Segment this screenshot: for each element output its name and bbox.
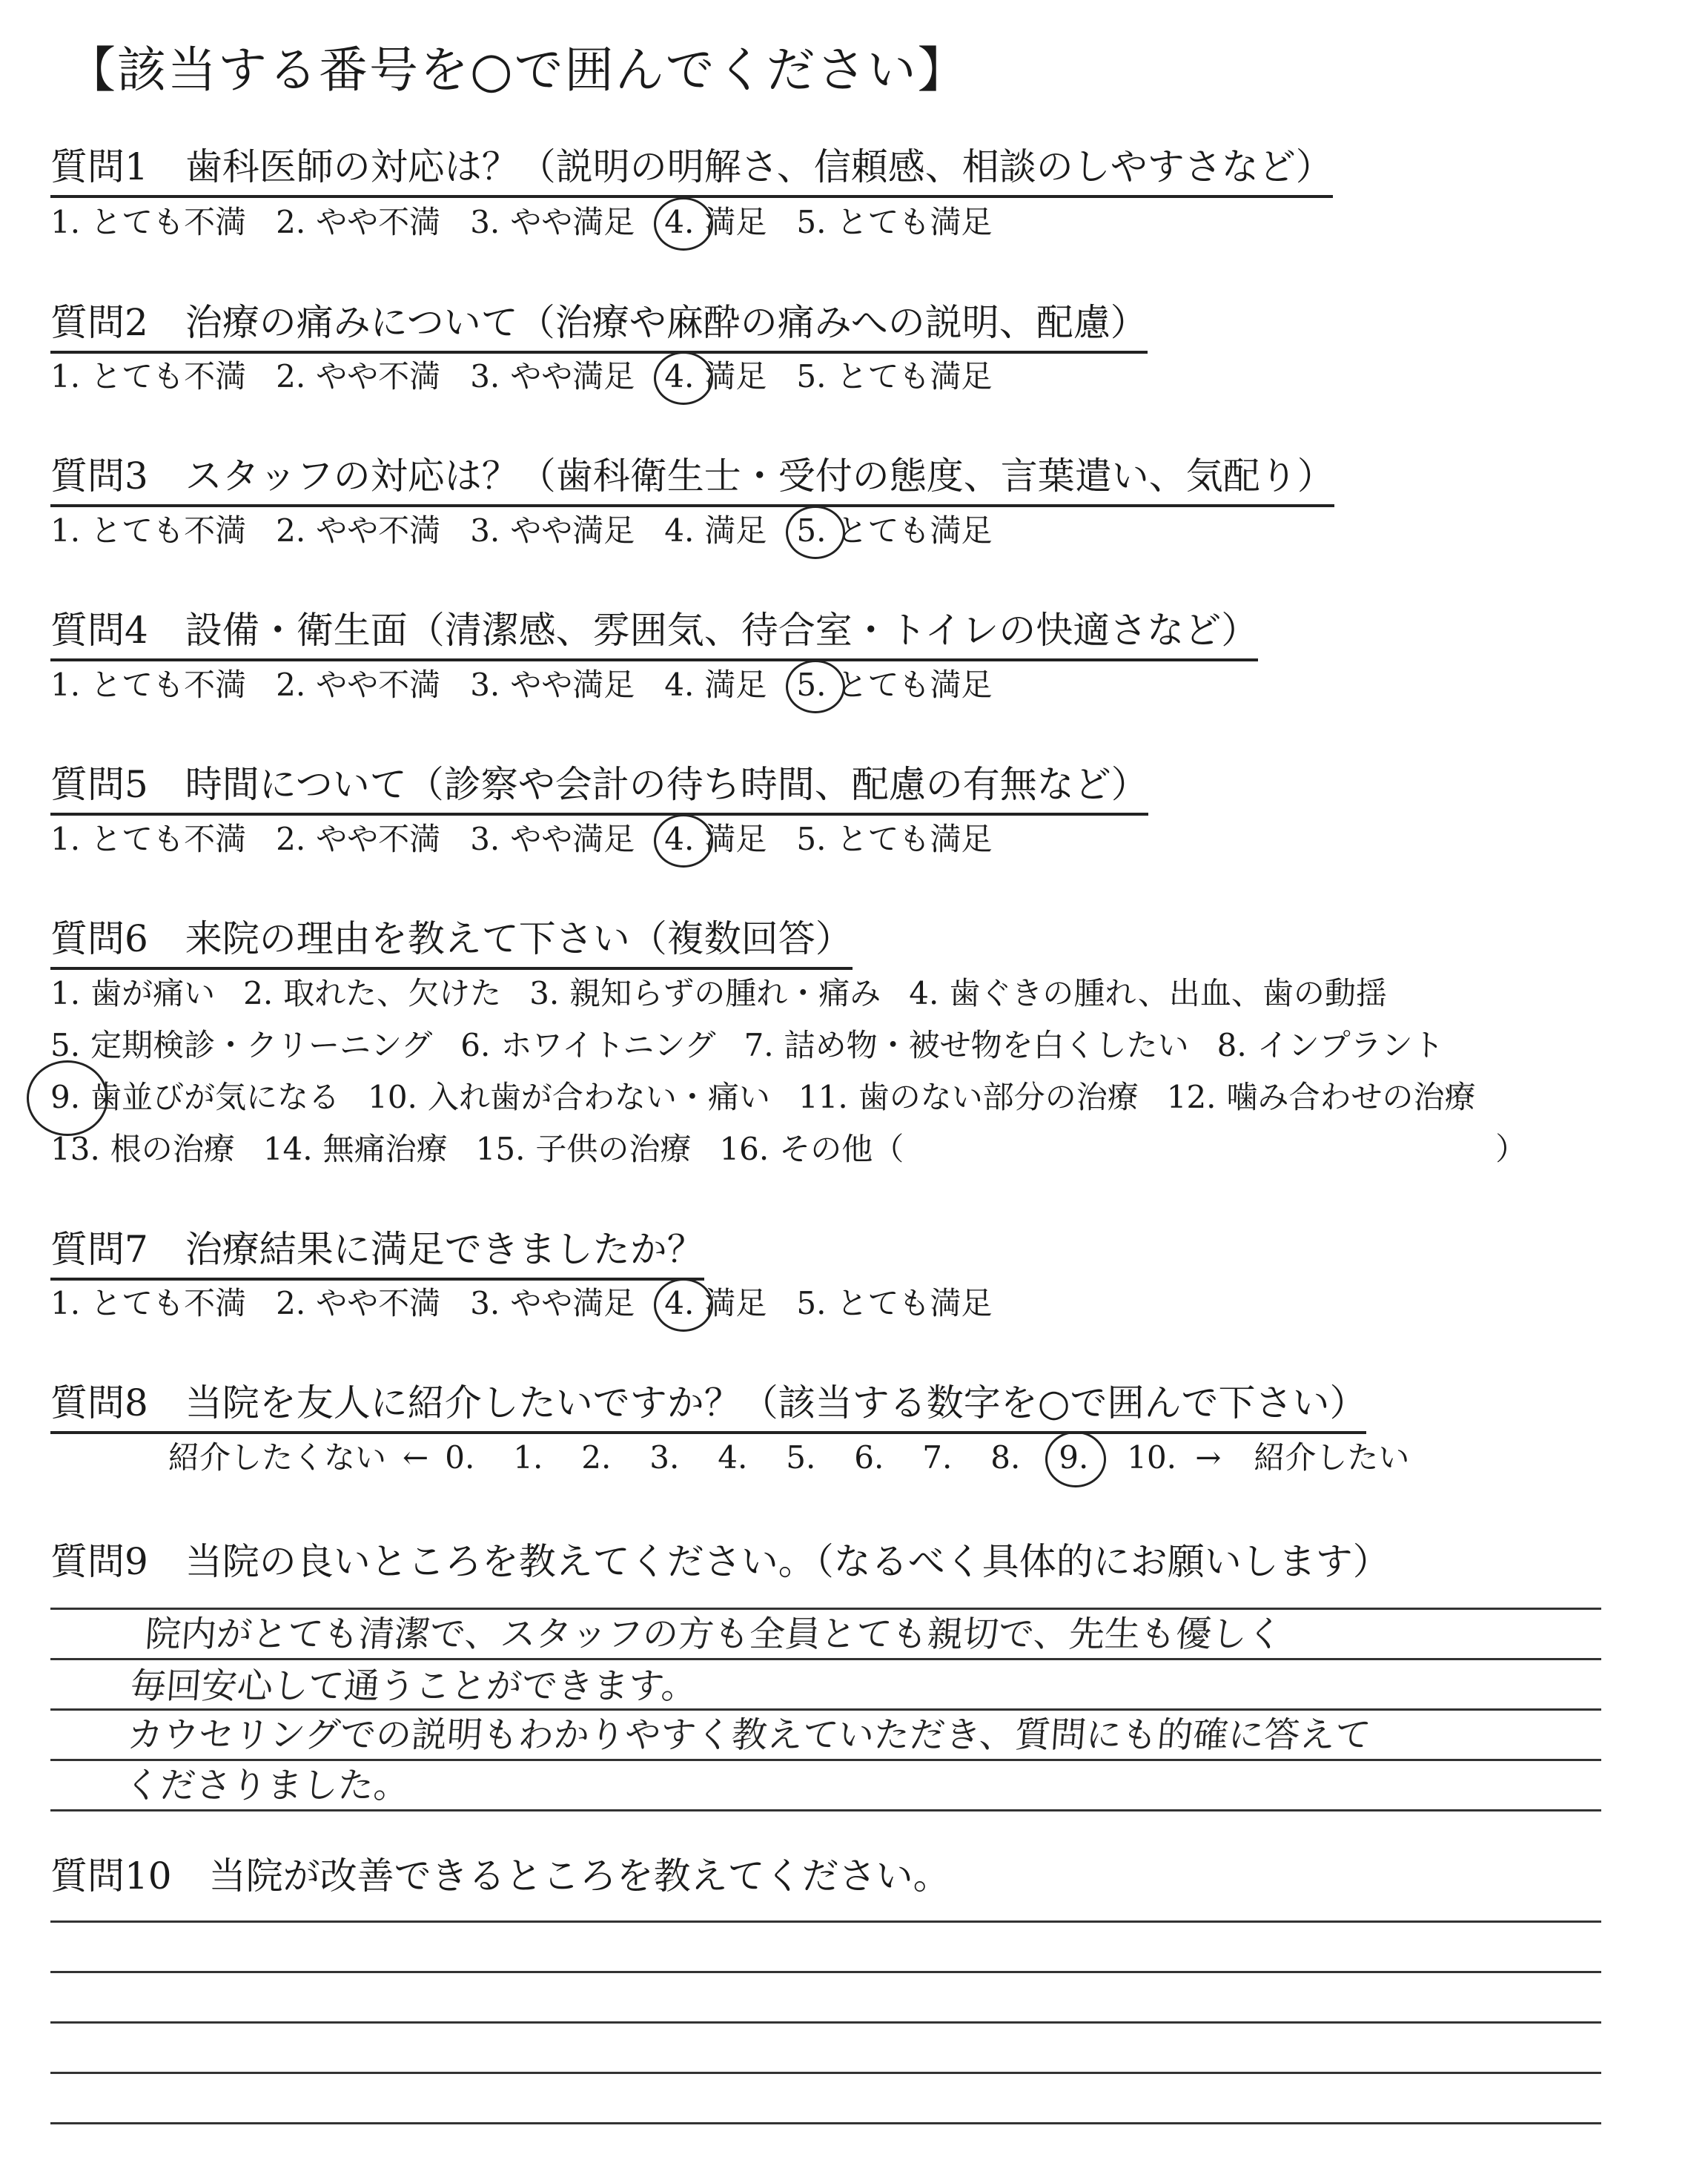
q9-handwritten-line-3: カウセリングでの説明もわかりやすく教えていただき、質問にも的確に答えて xyxy=(126,1714,1373,1756)
rating-option-4 xyxy=(664,819,767,860)
scale-right-arrow: → xyxy=(1195,1439,1222,1476)
rating-option-label: やや不満 xyxy=(316,512,441,549)
question-7-options xyxy=(50,1283,1022,1324)
reason-label: 歯ぐきの腫れ、出血、歯の動揺 xyxy=(949,975,1387,1011)
rating-option-label: とても満足 xyxy=(836,821,993,857)
reason-label: 無痛治療 xyxy=(322,1131,448,1167)
rating-option-5 xyxy=(796,819,992,860)
question-6-reasons-row-2 xyxy=(50,1025,1472,1066)
rating-option-label: とても不満 xyxy=(90,512,247,549)
question-9-title: 質問9 当院の良いところを教えてください。（なるべく具体的にお願いします） xyxy=(50,1540,1390,1583)
rating-option-number: 2. xyxy=(276,1285,306,1321)
reason-number: 16. xyxy=(719,1131,769,1167)
question-6-reasons-row-1 xyxy=(50,973,1415,1014)
question-10-title: 質問10 当院が改善できるところを教えてください。 xyxy=(50,1855,950,1898)
q9-handwritten-line-4: くださりました。 xyxy=(123,1765,411,1806)
rating-option-label: とても満足 xyxy=(836,667,993,703)
reason-option-16 xyxy=(719,1129,904,1170)
rating-option-number: 3. xyxy=(470,512,500,549)
rating-option-3 xyxy=(470,510,635,552)
reason-option-13 xyxy=(50,1129,235,1170)
rating-option-number: 5. xyxy=(796,358,827,394)
q9-handwritten-line-2: 毎回安心して通うことができます。 xyxy=(129,1665,699,1707)
reason-label: 子供の治療 xyxy=(535,1131,692,1167)
rating-option-label: 満足 xyxy=(704,667,767,703)
rating-option-1 xyxy=(50,510,246,552)
reason-number: 13. xyxy=(50,1131,100,1167)
rating-option-label: 満足 xyxy=(704,512,767,549)
rating-option-2 xyxy=(276,202,440,243)
rating-option-label: とても不満 xyxy=(90,1285,247,1321)
instruction-heading: 【該当する番号を○で囲んでください】 xyxy=(67,42,968,99)
scale-number-4: 4. xyxy=(718,1439,748,1476)
rating-option-5 xyxy=(796,664,992,706)
question-5-title: 質問5 時間について（診察や会計の待ち時間、配慮の有無など） xyxy=(50,762,1148,816)
answer-line xyxy=(50,1658,1601,1660)
rating-option-label: やや満足 xyxy=(510,512,635,549)
rating-option-5 xyxy=(796,1283,992,1324)
rating-option-3 xyxy=(470,1283,635,1324)
rating-option-5 xyxy=(796,356,992,397)
reason-label: インプラント xyxy=(1257,1027,1444,1063)
question-6-reasons-row-3 xyxy=(50,1077,1504,1118)
scale-number-6: 6. xyxy=(854,1439,884,1476)
rating-option-4 xyxy=(664,1283,767,1324)
answer-line xyxy=(50,2072,1601,2074)
rating-option-4 xyxy=(664,664,767,706)
rating-option-number: 2. xyxy=(276,204,306,240)
rating-option-number: 1. xyxy=(50,204,81,240)
answer-line xyxy=(50,2021,1601,2024)
reason-label: ホワイトニング xyxy=(500,1027,716,1063)
rating-option-1 xyxy=(50,819,246,860)
reason-number: 2. xyxy=(243,975,274,1011)
scale-left-arrow: ← xyxy=(403,1439,429,1476)
question-6-title: 質問6 来院の理由を教えて下さい（複数回答） xyxy=(50,916,853,970)
reason-option-11 xyxy=(798,1077,1139,1118)
reason-label: その他（ xyxy=(779,1131,904,1167)
reason-label: 噛み合わせの治療 xyxy=(1226,1079,1476,1115)
rating-option-label: やや満足 xyxy=(510,204,635,240)
rating-option-number: 5. xyxy=(796,510,826,552)
rating-option-number: 5. xyxy=(796,204,827,240)
rating-option-number: 3. xyxy=(470,204,500,240)
reason-number: 4. xyxy=(909,975,939,1011)
reason-option-10 xyxy=(368,1077,770,1118)
scale-number-9: 9. xyxy=(1059,1437,1127,1479)
reason-option-1 xyxy=(50,973,215,1014)
rating-option-number: 5. xyxy=(796,1285,827,1321)
question-2-title: 質問2 治療の痛みについて（治療や麻酔の痛みへの説明、配慮） xyxy=(50,300,1148,354)
rating-option-number: 4. xyxy=(664,512,695,549)
rating-option-number: 2. xyxy=(276,512,306,549)
rating-option-3 xyxy=(470,202,635,243)
rating-option-label: とても満足 xyxy=(836,1285,993,1321)
answer-line xyxy=(50,1809,1601,1811)
answer-line xyxy=(50,1759,1601,1761)
rating-option-2 xyxy=(276,510,440,552)
rating-option-label: やや満足 xyxy=(510,358,635,394)
question-3-options xyxy=(50,510,1022,552)
rating-option-label: やや不満 xyxy=(316,204,441,240)
reason-option-2 xyxy=(243,973,501,1014)
rating-option-label: とても満足 xyxy=(836,358,993,394)
rating-option-1 xyxy=(50,664,246,706)
other-close-paren: ） xyxy=(1495,1131,1527,1167)
reason-label: 定期検診・クリーニング xyxy=(90,1027,433,1063)
rating-option-number: 4. xyxy=(664,202,694,243)
scale-right-label: 紹介したい xyxy=(1254,1439,1410,1476)
reason-option-3 xyxy=(529,973,881,1014)
reason-option-7 xyxy=(744,1025,1189,1066)
rating-option-label: とても不満 xyxy=(90,358,247,394)
rating-option-number: 1. xyxy=(50,512,81,549)
scale-numbers xyxy=(445,1437,1195,1479)
answer-line xyxy=(50,1920,1601,1923)
question-6-reasons-row-4 xyxy=(50,1129,1526,1170)
scale-number-10: 10. xyxy=(1127,1439,1177,1476)
rating-option-label: とても不満 xyxy=(90,821,247,857)
reason-label: 入れ歯が合わない・痛い xyxy=(427,1079,770,1115)
rating-option-number: 5. xyxy=(796,664,826,706)
scale-number-1: 1. xyxy=(513,1439,543,1476)
reason-number: 9. xyxy=(50,1077,80,1118)
question-1-title: 質問1 歯科医師の対応は？（説明の明解さ、信頼感、相談のしやすさなど） xyxy=(50,145,1333,198)
reason-option-14 xyxy=(263,1129,448,1170)
rating-option-number: 4. xyxy=(664,1283,694,1324)
reason-number: 5. xyxy=(50,1027,81,1063)
reason-label: 歯が痛い xyxy=(90,975,216,1011)
rating-option-number: 3. xyxy=(470,358,500,394)
reason-label: 歯のない部分の治療 xyxy=(858,1079,1139,1115)
rating-option-4 xyxy=(664,356,767,397)
rating-option-4 xyxy=(664,202,767,243)
rating-option-number: 4. xyxy=(664,819,694,860)
scale-number-0: 0. xyxy=(445,1439,475,1476)
reason-label: 歯並びが気になる xyxy=(90,1079,340,1115)
scale-number-8: 8. xyxy=(990,1439,1021,1476)
reason-option-4 xyxy=(909,973,1387,1014)
question-3-title: 質問3 スタッフの対応は？（歯科衛生士・受付の態度、言葉遣い、気配り） xyxy=(50,454,1334,507)
rating-option-number: 2. xyxy=(276,667,306,703)
reason-number: 1. xyxy=(50,975,81,1011)
rating-option-number: 1. xyxy=(50,667,81,703)
question-1-options xyxy=(50,202,1022,243)
rating-option-3 xyxy=(470,819,635,860)
rating-option-label: とても満足 xyxy=(836,512,993,549)
rating-option-label: やや不満 xyxy=(316,667,441,703)
rating-option-number: 3. xyxy=(470,821,500,857)
rating-option-number: 3. xyxy=(470,1285,500,1321)
question-8-scale xyxy=(152,1437,1426,1479)
q9-handwritten-line-1: 院内がとても清潔で、スタッフの方も全員とても親切で、先生も優しく xyxy=(144,1614,1285,1655)
rating-option-5 xyxy=(796,510,992,552)
rating-option-3 xyxy=(470,356,635,397)
reason-number: 14. xyxy=(262,1131,313,1167)
scale-left-label: 紹介したくない xyxy=(168,1439,387,1476)
reason-number: 6. xyxy=(460,1027,491,1063)
question-5-options xyxy=(50,819,1022,860)
scale-number-7: 7. xyxy=(922,1439,953,1476)
rating-option-label: やや満足 xyxy=(510,1285,635,1321)
rating-option-label: やや不満 xyxy=(316,821,441,857)
reason-option-9 xyxy=(50,1077,340,1118)
reason-number: 10. xyxy=(368,1079,417,1115)
answer-line xyxy=(50,1971,1601,1973)
question-8-title: 質問8 当院を友人に紹介したいですか？（該当する数字を○で囲んで下さい） xyxy=(50,1381,1366,1434)
rating-option-label: やや不満 xyxy=(316,358,441,394)
question-7-title: 質問7 治療結果に満足できましたか？ xyxy=(50,1227,704,1281)
rating-option-label: やや満足 xyxy=(510,821,635,857)
reason-label: 取れた、欠けた xyxy=(283,975,502,1011)
reason-number: 12. xyxy=(1166,1079,1217,1115)
rating-option-5 xyxy=(796,202,992,243)
answer-line xyxy=(50,1608,1601,1610)
question-4-title: 質問4 設備・衛生面（清潔感、雰囲気、待合室・トイレの快適さなど） xyxy=(50,608,1258,661)
rating-option-label: 満足 xyxy=(704,358,767,394)
reason-number: 11. xyxy=(798,1079,848,1115)
rating-option-number: 1. xyxy=(50,358,81,394)
rating-option-label: とても満足 xyxy=(836,204,993,240)
rating-option-1 xyxy=(50,356,246,397)
question-2-options xyxy=(50,356,1022,397)
rating-option-number: 2. xyxy=(276,821,306,857)
rating-option-number: 2. xyxy=(276,358,306,394)
rating-option-label: やや不満 xyxy=(316,1285,441,1321)
scale-number-2: 2. xyxy=(581,1439,612,1476)
reason-number: 15. xyxy=(475,1131,526,1167)
rating-option-2 xyxy=(276,819,440,860)
rating-option-number: 1. xyxy=(50,821,81,857)
rating-option-3 xyxy=(470,664,635,706)
rating-option-1 xyxy=(50,1283,246,1324)
rating-option-2 xyxy=(276,1283,440,1324)
reason-label: 親知らずの腫れ・痛み xyxy=(569,975,881,1011)
rating-option-label: 満足 xyxy=(704,1285,767,1321)
rating-option-number: 4. xyxy=(664,667,695,703)
rating-option-number: 1. xyxy=(50,1285,81,1321)
rating-option-2 xyxy=(276,356,440,397)
rating-option-number: 4. xyxy=(664,356,694,397)
rating-option-1 xyxy=(50,202,246,243)
rating-option-label: 満足 xyxy=(704,821,767,857)
rating-option-number: 3. xyxy=(470,667,500,703)
rating-option-label: やや満足 xyxy=(510,667,635,703)
rating-option-label: とても不満 xyxy=(90,204,247,240)
reason-number: 7. xyxy=(744,1027,774,1063)
scale-number-5: 5. xyxy=(786,1439,816,1476)
reason-number: 3. xyxy=(529,975,560,1011)
rating-option-4 xyxy=(664,510,767,552)
reason-label: 根の治療 xyxy=(110,1131,235,1167)
rating-option-label: 満足 xyxy=(704,204,767,240)
rating-option-label: とても不満 xyxy=(90,667,247,703)
reason-number: 8. xyxy=(1217,1027,1247,1063)
reason-option-6 xyxy=(460,1025,715,1066)
answer-line xyxy=(50,2122,1601,2124)
reason-option-15 xyxy=(476,1129,692,1170)
reason-option-8 xyxy=(1217,1025,1444,1066)
question-4-options xyxy=(50,664,1022,706)
answer-line xyxy=(50,1708,1601,1711)
rating-option-number: 5. xyxy=(796,821,827,857)
reason-label: 詰め物・被せ物を白くしたい xyxy=(784,1027,1189,1063)
reason-option-12 xyxy=(1167,1077,1476,1118)
reason-option-5 xyxy=(50,1025,432,1066)
scale-number-3: 3. xyxy=(649,1439,680,1476)
rating-option-2 xyxy=(276,664,440,706)
